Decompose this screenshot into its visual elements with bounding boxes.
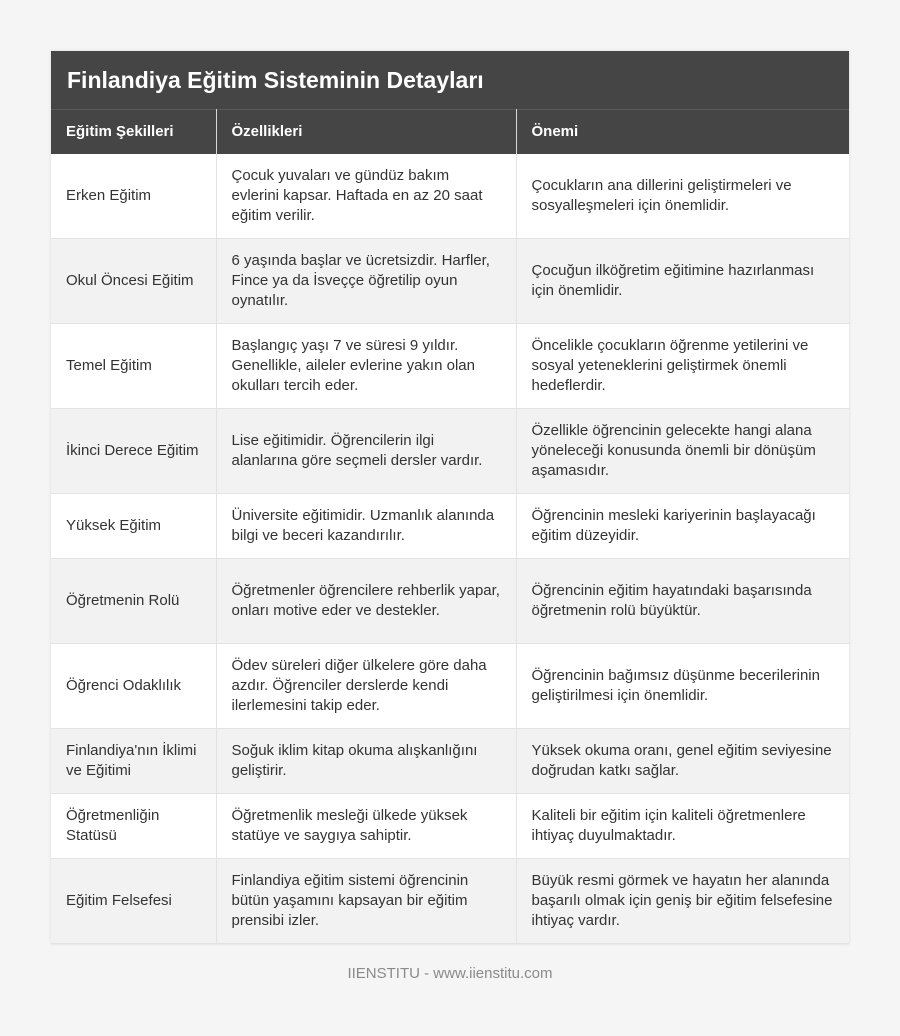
cell-features: Çocuk yuvaları ve gündüz bakım evlerini kapsar. Haftada en az 20 saat eğitim verilir. (216, 154, 516, 239)
header-education-type: Eğitim Şekilleri (51, 110, 216, 154)
table-row (51, 239, 849, 324)
page-title: Finlandiya Eğitim Sisteminin Detayları (51, 51, 849, 109)
footer-credit: IIENSTITU - www.iienstitu.com (347, 965, 553, 982)
cell-features: Üniversite eğitimidir. Uzmanlık alanında bilgi ve beceri kazandırılır. (216, 494, 516, 559)
cell-importance: Çocukların ana dillerini geliştirmeleri ve sosyalleşmeleri için önemlidir. (516, 154, 849, 239)
table-header-row (51, 110, 849, 154)
cell-education-type: Eğitim Felsefesi (51, 859, 216, 944)
cell-features: Öğretmenler öğrencilere rehberlik yapar, onları motive eder ve destekler. (216, 559, 516, 644)
table-row (51, 729, 849, 794)
table-row (51, 409, 849, 494)
cell-importance: Özellikle öğrencinin gelecekte hangi alana yöneleceği konusunda önemli bir dönüşüm aşamasıdır. (516, 409, 849, 494)
cell-education-type: Temel Eğitim (51, 324, 216, 409)
table-row (51, 644, 849, 729)
cell-education-type: Finlandiya'nın İklimi ve Eğitimi (51, 729, 216, 794)
cell-importance: Büyük resmi görmek ve hayatın her alanında başarılı olmak için geniş bir eğitim felsefesine ihtiyaç vardır. (516, 859, 849, 944)
table-card (51, 51, 849, 944)
cell-importance: Kaliteli bir eğitim için kaliteli öğretmenlere ihtiyaç duyulmaktadır. (516, 794, 849, 859)
cell-importance: Öğrencinin mesleki kariyerinin başlayacağı eğitim düzeyidir. (516, 494, 849, 559)
cell-importance: Çocuğun ilköğretim eğitimine hazırlanması için önemlidir. (516, 239, 849, 324)
cell-features: Ödev süreleri diğer ülkelere göre daha azdır. Öğrenciler derslerde kendi ilerlemesini takip eder. (216, 644, 516, 729)
cell-education-type: Öğrenci Odaklılık (51, 644, 216, 729)
cell-education-type: Yüksek Eğitim (51, 494, 216, 559)
cell-importance: Öğrencinin eğitim hayatındaki başarısında öğretmenin rolü büyüktür. (516, 559, 849, 644)
header-features: Özellikleri (216, 110, 516, 154)
cell-education-type: İkinci Derece Eğitim (51, 409, 216, 494)
cell-features: Öğretmenlik mesleği ülkede yüksek statüye ve saygıya sahiptir. (216, 794, 516, 859)
cell-features: Finlandiya eğitim sistemi öğrencinin bütün yaşamını kapsayan bir eğitim prensibi izler. (216, 859, 516, 944)
cell-features: Lise eğitimidir. Öğrencilerin ilgi alanlarına göre seçmeli dersler vardır. (216, 409, 516, 494)
cell-features: Soğuk iklim kitap okuma alışkanlığını geliştirir. (216, 729, 516, 794)
table-row (51, 794, 849, 859)
cell-education-type: Okul Öncesi Eğitim (51, 239, 216, 324)
cell-features: 6 yaşında başlar ve ücretsizdir. Harfler, Fince ya da İsveççe öğretilip oyun oynatılır. (216, 239, 516, 324)
table-row (51, 324, 849, 409)
cell-education-type: Erken Eğitim (51, 154, 216, 239)
cell-education-type: Öğretmenliğin Statüsü (51, 794, 216, 859)
cell-features: Başlangıç yaşı 7 ve süresi 9 yıldır. Genellikle, aileler evlerine yakın olan okulları tercih eder. (216, 324, 516, 409)
cell-importance: Yüksek okuma oranı, genel eğitim seviyesine doğrudan katkı sağlar. (516, 729, 849, 794)
table-row (51, 494, 849, 559)
table-row (51, 154, 849, 239)
cell-importance: Öğrencinin bağımsız düşünme becerilerinin geliştirilmesi için önemlidir. (516, 644, 849, 729)
table-row (51, 859, 849, 944)
table-row (51, 559, 849, 644)
header-importance: Önemi (516, 110, 849, 154)
education-table (51, 109, 849, 944)
cell-importance: Öncelikle çocukların öğrenme yetilerini ve sosyal yeteneklerini geliştirmek önemli hedeflerdir. (516, 324, 849, 409)
cell-education-type: Öğretmenin Rolü (51, 559, 216, 644)
